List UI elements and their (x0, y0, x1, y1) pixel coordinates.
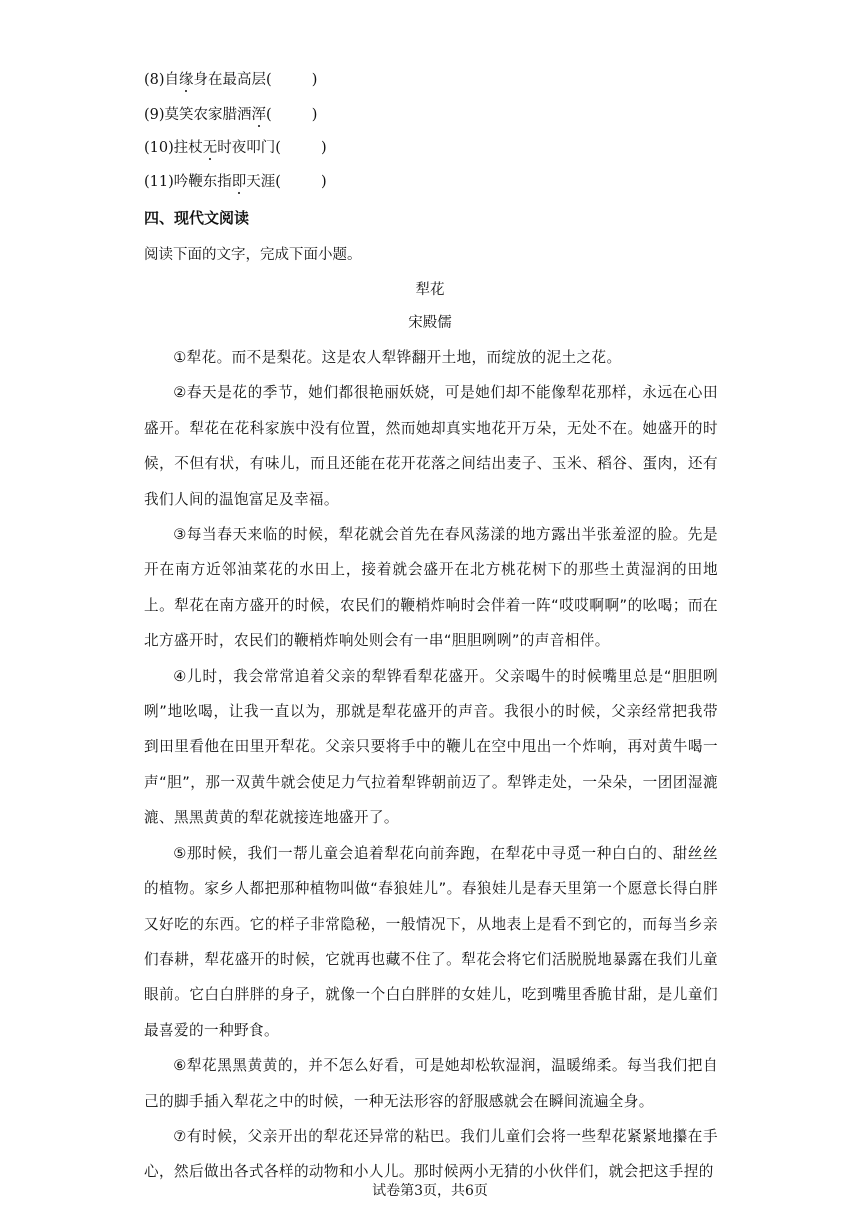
dotted-char: 缘 (179, 72, 194, 88)
question-item-10: (10)拄杖无时夜叩门( ) (144, 140, 327, 156)
article-author: 宋殿儒 (408, 315, 452, 331)
paragraph-5: ⑤那时候，我们一帮儿童会追着犁花向前奔跑，在犁花中寻觅一种白白的、甜丝丝的植物。家乡人都把那种植物叫做“春狼娃儿”。春狼娃儿是春天里第一个愿意长得白胖又好吃的东西。它的样子非常隐秘，一般情况下，从地表上是看不到它的，而每当乡亲们春耕，犁花盛开的时候，它就再也藏不住了。犁花会将它们活脱脱地暴露在我们儿童眼前。它白白胖胖的身子，就像一个白白胖胖的女娃儿，吃到嘴里香脆甘甜，是儿童们最喜爱的一种野食。 (144, 844, 718, 1039)
question-item-8: (8)自缘身在最高层( ) (144, 72, 318, 88)
article-title: 犁花 (415, 282, 445, 298)
paragraph-2: ②春天是花的季节，她们都很艳丽妖娆，可是她们却不能像犁花那样，永远在心田盛开。犁花在花科家族中没有位置，然而她却真实地花开万朵，无处不在。她盛开的时候，不但有状，有味儿，而且还能在花开花落之间结出麦子、玉米、稻谷、蛋肉，还有我们人间的温饱富足及幸福。 (144, 384, 718, 508)
paragraph-1: ①犁花。而不是梨花。这是农人犁铧翻开土地，而绽放的泥土之花。 (173, 349, 622, 366)
page-footer: 试卷第3页，共6页 (372, 1183, 488, 1199)
dotted-char: 无 (202, 140, 218, 156)
paragraph-7: ⑦有时候，父亲开出的犁花还异常的粘巴。我们儿童们会将一些犁花紧紧地攥在手心，然后做出各式各样的动物和小人儿。那时候两小无猜的小伙伴们，就会把这手捏的 (144, 1127, 718, 1181)
paragraph-4: ④儿时，我会常常追着父亲的犁铧看犁花盛开。父亲喝牛的时候嘴里总是“胆胆咧咧”地吆喝，让我一直以为，那就是犁花盛开的声音。我很小的时候，父亲经常把我带到田里看他在田里开犁花。父亲只要将手中的鞭儿在空中甩出一个炸响，再对黄牛喝一声“胆”，那一双黄牛就会使足力气拉着犁铧朝前迈了。犁铧走处，一朵朵，一团团湿漉漉、黑黑黄黄的犁花就接连地盛开了。 (144, 667, 718, 827)
instruction-text: 阅读下面的文字，完成下面小题。 (144, 247, 362, 263)
paragraph-6: ⑥犁花黑黑黄黄的，并不怎么好看，可是她却松软湿润，温暖绵柔。每当我们把自己的脚手插入犁花之中的时候，一种无法形容的舒服感就会在瞬间流遍全身。 (144, 1057, 718, 1110)
section-heading: 四、现代文阅读 (144, 209, 250, 227)
question-item-11: (11)吟鞭东指即天涯( ) (144, 174, 327, 190)
article-body (144, 340, 718, 1190)
paragraph-3: ③每当春天来临的时候，犁花就会首先在春风荡漾的地方露出半张羞涩的脸。先是开在南方近邻油菜花的水田上，接着就会盛开在北方桃花树下的那些土黄湿润的田地上。犁花在南方盛开的时候，农民们的鞭梢炸响时会伴着一阵“哎哎啊啊”的吆喝；而在北方盛开时，农民们的鞭梢炸响处则会有一串“胆胆咧咧”的声音相伴。 (144, 526, 718, 650)
dotted-char: 浑 (251, 107, 267, 123)
dotted-char: 即 (231, 174, 247, 190)
question-item-9: (9)莫笑农家腊酒浑( ) (144, 107, 318, 123)
